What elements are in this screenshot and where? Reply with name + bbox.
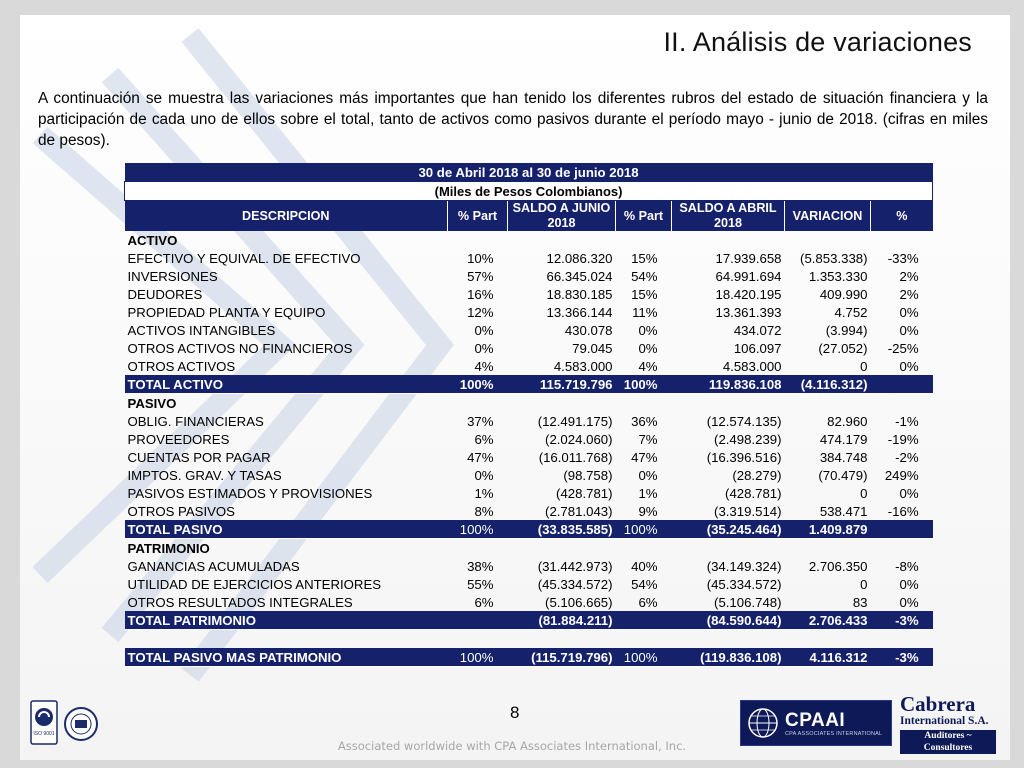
row-cell: (3.994) xyxy=(825,322,868,338)
table-row xyxy=(125,339,933,357)
row-description: DEUDORES xyxy=(127,286,203,302)
row-cell: 83 xyxy=(852,594,868,610)
page-number: 8 xyxy=(510,703,520,722)
row-cell: 249% xyxy=(884,467,919,483)
row-cell: 6% xyxy=(474,431,494,447)
table-row xyxy=(125,557,933,575)
row-cell: 100% xyxy=(616,520,672,539)
row-description: OTROS PASIVOS xyxy=(127,503,235,519)
table-row xyxy=(125,575,933,593)
row-cell: -16% xyxy=(887,503,919,519)
row-cell: (5.106.748) xyxy=(714,594,782,610)
row-description: INVERSIONES xyxy=(127,268,218,284)
row-cell: 37% xyxy=(467,413,494,429)
row-cell: (428.781) xyxy=(556,485,613,501)
row-cell: 0% xyxy=(899,358,919,374)
row-cell: (84.590.644) xyxy=(672,611,785,630)
row-cell: 36% xyxy=(631,413,658,429)
row-cell xyxy=(616,611,672,630)
row-cell: 0% xyxy=(474,467,494,483)
row-description: PROPIEDAD PLANTA Y EQUIPO xyxy=(127,304,326,320)
table-units-row xyxy=(125,182,933,201)
table-row xyxy=(125,502,933,520)
certification-seal-logo xyxy=(64,707,98,741)
row-cell: 538.471 xyxy=(819,503,868,519)
row-cell: -3% xyxy=(871,611,933,630)
row-cell: 0 xyxy=(860,358,868,374)
row-cell: 66.345.024 xyxy=(546,268,613,284)
table-date-range-row xyxy=(125,163,933,182)
row-cell: (16.396.516) xyxy=(706,449,782,465)
row-cell: (45.334.572) xyxy=(537,576,613,592)
row-cell: 12% xyxy=(467,304,494,320)
row-description: TOTAL ACTIVO xyxy=(125,375,448,394)
row-cell: 38% xyxy=(467,558,494,574)
row-cell: 115.719.796 xyxy=(508,375,616,394)
cabrera-logo-company: International S.A. xyxy=(900,715,989,727)
row-description: TOTAL PASIVO MAS PATRIMONIO xyxy=(125,648,448,667)
col-header-part-junio: % Part xyxy=(448,201,508,232)
table-section-row xyxy=(125,231,933,249)
row-cell: (2.498.239) xyxy=(714,431,782,447)
slide xyxy=(20,15,1010,760)
row-cell: 47% xyxy=(631,449,658,465)
row-cell: 106.097 xyxy=(733,340,782,356)
row-cell: -19% xyxy=(887,431,919,447)
row-cell: 0% xyxy=(638,467,658,483)
table-row xyxy=(125,357,933,375)
row-cell xyxy=(871,375,933,394)
cpaai-logo-subtext: CPA ASSOCIATES INTERNATIONAL xyxy=(785,731,883,737)
row-cell: 15% xyxy=(631,250,658,266)
spacer-cell xyxy=(125,630,933,649)
row-cell: 0% xyxy=(638,340,658,356)
row-cell: 55% xyxy=(467,576,494,592)
row-cell: 100% xyxy=(448,375,508,394)
row-cell: 1% xyxy=(474,485,494,501)
row-cell: (5.853.338) xyxy=(800,250,868,266)
row-cell: 4.752 xyxy=(834,304,868,320)
row-cell: 4.116.312 xyxy=(785,648,871,667)
row-cell: (45.334.572) xyxy=(706,576,782,592)
row-cell: 4% xyxy=(638,358,658,374)
col-header-part-abril: % Part xyxy=(616,201,672,232)
row-cell: (12.574.135) xyxy=(706,413,782,429)
row-cell: 1% xyxy=(638,485,658,501)
table-body xyxy=(125,231,933,667)
row-cell: (81.884.211) xyxy=(508,611,616,630)
row-cell: 9% xyxy=(638,503,658,519)
row-cell: 2% xyxy=(899,286,919,302)
row-cell: 100% xyxy=(448,648,508,667)
row-cell: (16.011.768) xyxy=(538,449,613,465)
row-cell: 0% xyxy=(899,576,919,592)
row-cell: (28.279) xyxy=(732,467,782,483)
row-cell: 4% xyxy=(474,358,494,374)
row-cell: 1.353.330 xyxy=(808,268,868,284)
row-description: TOTAL PASIVO xyxy=(125,520,448,539)
row-cell: 100% xyxy=(448,520,508,539)
row-cell: 409.990 xyxy=(819,286,868,302)
table-header-row xyxy=(125,201,933,232)
col-header-saldo-abril: SALDO A ABRIL 2018 xyxy=(672,201,785,232)
row-cell: (115.719.796) xyxy=(508,648,616,667)
row-cell: 54% xyxy=(631,268,658,284)
row-cell: (4.116.312) xyxy=(785,375,871,394)
row-description: EFECTIVO Y EQUIVAL. DE EFECTIVO xyxy=(127,250,361,266)
row-cell: 4.583.000 xyxy=(722,358,782,374)
row-cell: 0% xyxy=(899,485,919,501)
row-cell: 0% xyxy=(474,340,494,356)
row-cell: (34.149.324) xyxy=(706,558,782,574)
row-cell: 6% xyxy=(638,594,658,610)
row-cell: 17.939.658 xyxy=(715,250,782,266)
row-cell: (2.781.043) xyxy=(545,503,613,519)
row-cell: 11% xyxy=(632,304,658,320)
row-cell: 434.072 xyxy=(733,322,782,338)
row-cell: (35.245.464) xyxy=(672,520,785,539)
row-description: GANANCIAS ACUMULADAS xyxy=(127,558,300,574)
table-row xyxy=(125,430,933,448)
row-cell: 0 xyxy=(860,485,868,501)
row-description: TOTAL PATRIMONIO xyxy=(125,611,448,630)
row-cell: 0% xyxy=(474,322,494,338)
table-total-row xyxy=(125,375,933,394)
cabrera-logo-tagline: Auditores ~ Consultores xyxy=(900,730,996,754)
row-cell: 119.836.108 xyxy=(672,375,785,394)
row-description: OBLIG. FINANCIERAS xyxy=(127,413,264,429)
row-cell: 0% xyxy=(899,322,919,338)
row-cell: 7% xyxy=(638,431,658,447)
row-cell: 4.583.000 xyxy=(553,358,613,374)
row-cell: 18.420.195 xyxy=(715,286,782,302)
row-cell: 10% xyxy=(467,250,494,266)
col-header-descripcion: DESCRIPCION xyxy=(125,201,448,232)
row-description: IMPTOS. GRAV. Y TASAS xyxy=(127,467,282,483)
row-cell: 8% xyxy=(474,503,494,519)
iso-logo-text: ISO 9001 xyxy=(33,731,55,737)
row-cell: (428.781) xyxy=(725,485,782,501)
row-cell: (31.442.973) xyxy=(537,558,613,574)
table-row xyxy=(125,249,933,267)
row-cell: 0% xyxy=(899,594,919,610)
row-cell: 79.045 xyxy=(572,340,613,356)
row-description: OTROS ACTIVOS xyxy=(127,358,236,374)
table-row xyxy=(125,484,933,502)
table-row xyxy=(125,466,933,484)
table-total-row xyxy=(125,611,933,630)
row-description: OTROS ACTIVOS NO FINANCIEROS xyxy=(127,340,353,356)
row-cell: 54% xyxy=(631,576,658,592)
row-cell: 16% xyxy=(467,286,494,302)
table-date-range: 30 de Abril 2018 al 30 de junio 2018 xyxy=(125,163,933,182)
row-cell: 2% xyxy=(899,268,919,284)
row-cell: 82.960 xyxy=(827,413,868,429)
row-cell: (2.024.060) xyxy=(545,431,613,447)
variation-table xyxy=(124,163,933,667)
row-cell: 6% xyxy=(474,594,494,610)
row-description: OTROS RESULTADOS INTEGRALES xyxy=(127,594,353,610)
table-row xyxy=(125,593,933,611)
row-cell: -3% xyxy=(871,648,933,667)
page-title: II. Análisis de variaciones xyxy=(663,27,972,57)
cpaai-logo-text: CPAAI xyxy=(785,710,846,731)
row-cell: 1.409.879 xyxy=(785,520,871,539)
table-row xyxy=(125,448,933,466)
row-cell: (5.106.665) xyxy=(545,594,613,610)
row-cell: (119.836.108) xyxy=(672,648,785,667)
row-cell: 13.361.393 xyxy=(715,304,782,320)
row-cell: (27.052) xyxy=(818,340,868,356)
row-cell: 13.366.144 xyxy=(546,304,613,320)
table-row xyxy=(125,321,933,339)
row-cell: (3.319.514) xyxy=(714,503,782,519)
row-cell: 18.830.185 xyxy=(546,286,613,302)
table-units: (Miles de Pesos Colombianos) xyxy=(125,182,933,201)
table-row xyxy=(125,412,933,430)
table-grand-total-row xyxy=(125,648,933,667)
row-cell: 384.748 xyxy=(819,449,868,465)
row-description: PASIVOS ESTIMADOS Y PROVISIONES xyxy=(127,485,373,501)
row-cell: 0% xyxy=(638,322,658,338)
row-cell: 100% xyxy=(616,375,672,394)
row-cell: 0% xyxy=(899,304,919,320)
section-label: PATRIMONIO xyxy=(127,540,210,556)
table-total-row xyxy=(125,520,933,539)
globe-icon xyxy=(747,707,779,739)
table-row xyxy=(125,285,933,303)
row-cell: -33% xyxy=(887,250,919,266)
table-row xyxy=(125,303,933,321)
row-cell: 0 xyxy=(860,576,868,592)
table-row xyxy=(125,267,933,285)
row-description: PROVEEDORES xyxy=(127,431,230,447)
footer-text: Associated worldwide with CPA Associates International, Inc. xyxy=(337,739,687,753)
row-cell xyxy=(448,611,508,630)
row-cell: 12.086.320 xyxy=(546,250,613,266)
row-cell: 15% xyxy=(631,286,658,302)
row-cell: (70.479) xyxy=(818,467,868,483)
row-description: CUENTAS POR PAGAR xyxy=(127,449,271,465)
row-cell: (98.758) xyxy=(563,467,613,483)
row-cell: (33.835.585) xyxy=(508,520,616,539)
intro-paragraph: A continuación se muestra las variaciones más importantes que han tenido los diferentes rubros del estado de situación financiera y la participación de cada uno de ellos sobre el total, tanto de activos como pasivos durante el período mayo - junio de 2018. (cifras en miles de pesos). xyxy=(38,90,988,149)
col-header-saldo-junio: SALDO A JUNIO 2018 xyxy=(508,201,616,232)
row-cell xyxy=(871,520,933,539)
col-header-variacion: VARIACION xyxy=(785,201,871,232)
cabrera-logo-name: Cabrera xyxy=(900,692,976,716)
row-cell: -8% xyxy=(895,558,919,574)
row-cell: -25% xyxy=(887,340,919,356)
row-description: UTILIDAD DE EJERCICIOS ANTERIORES xyxy=(127,576,382,592)
row-cell: 474.179 xyxy=(819,431,868,447)
section-label: ACTIVO xyxy=(127,232,178,248)
row-cell: 47% xyxy=(467,449,494,465)
table-spacer-row xyxy=(125,630,933,649)
row-cell: -1% xyxy=(895,413,919,429)
row-cell: 100% xyxy=(616,648,672,667)
row-cell: 64.991.694 xyxy=(715,268,782,284)
row-cell: 2.706.350 xyxy=(808,558,868,574)
row-cell: -2% xyxy=(895,449,919,465)
section-label: PASIVO xyxy=(127,395,177,411)
row-cell: (12.491.175) xyxy=(537,413,613,429)
row-cell: 2.706.433 xyxy=(785,611,871,630)
table-section-row xyxy=(125,394,933,413)
table-section-row xyxy=(125,539,933,558)
row-description: ACTIVOS INTANGIBLES xyxy=(127,322,276,338)
row-cell: 40% xyxy=(631,558,658,574)
row-cell: 430.078 xyxy=(564,322,613,338)
col-header-pct: % xyxy=(871,201,933,232)
row-cell: 57% xyxy=(467,268,494,284)
